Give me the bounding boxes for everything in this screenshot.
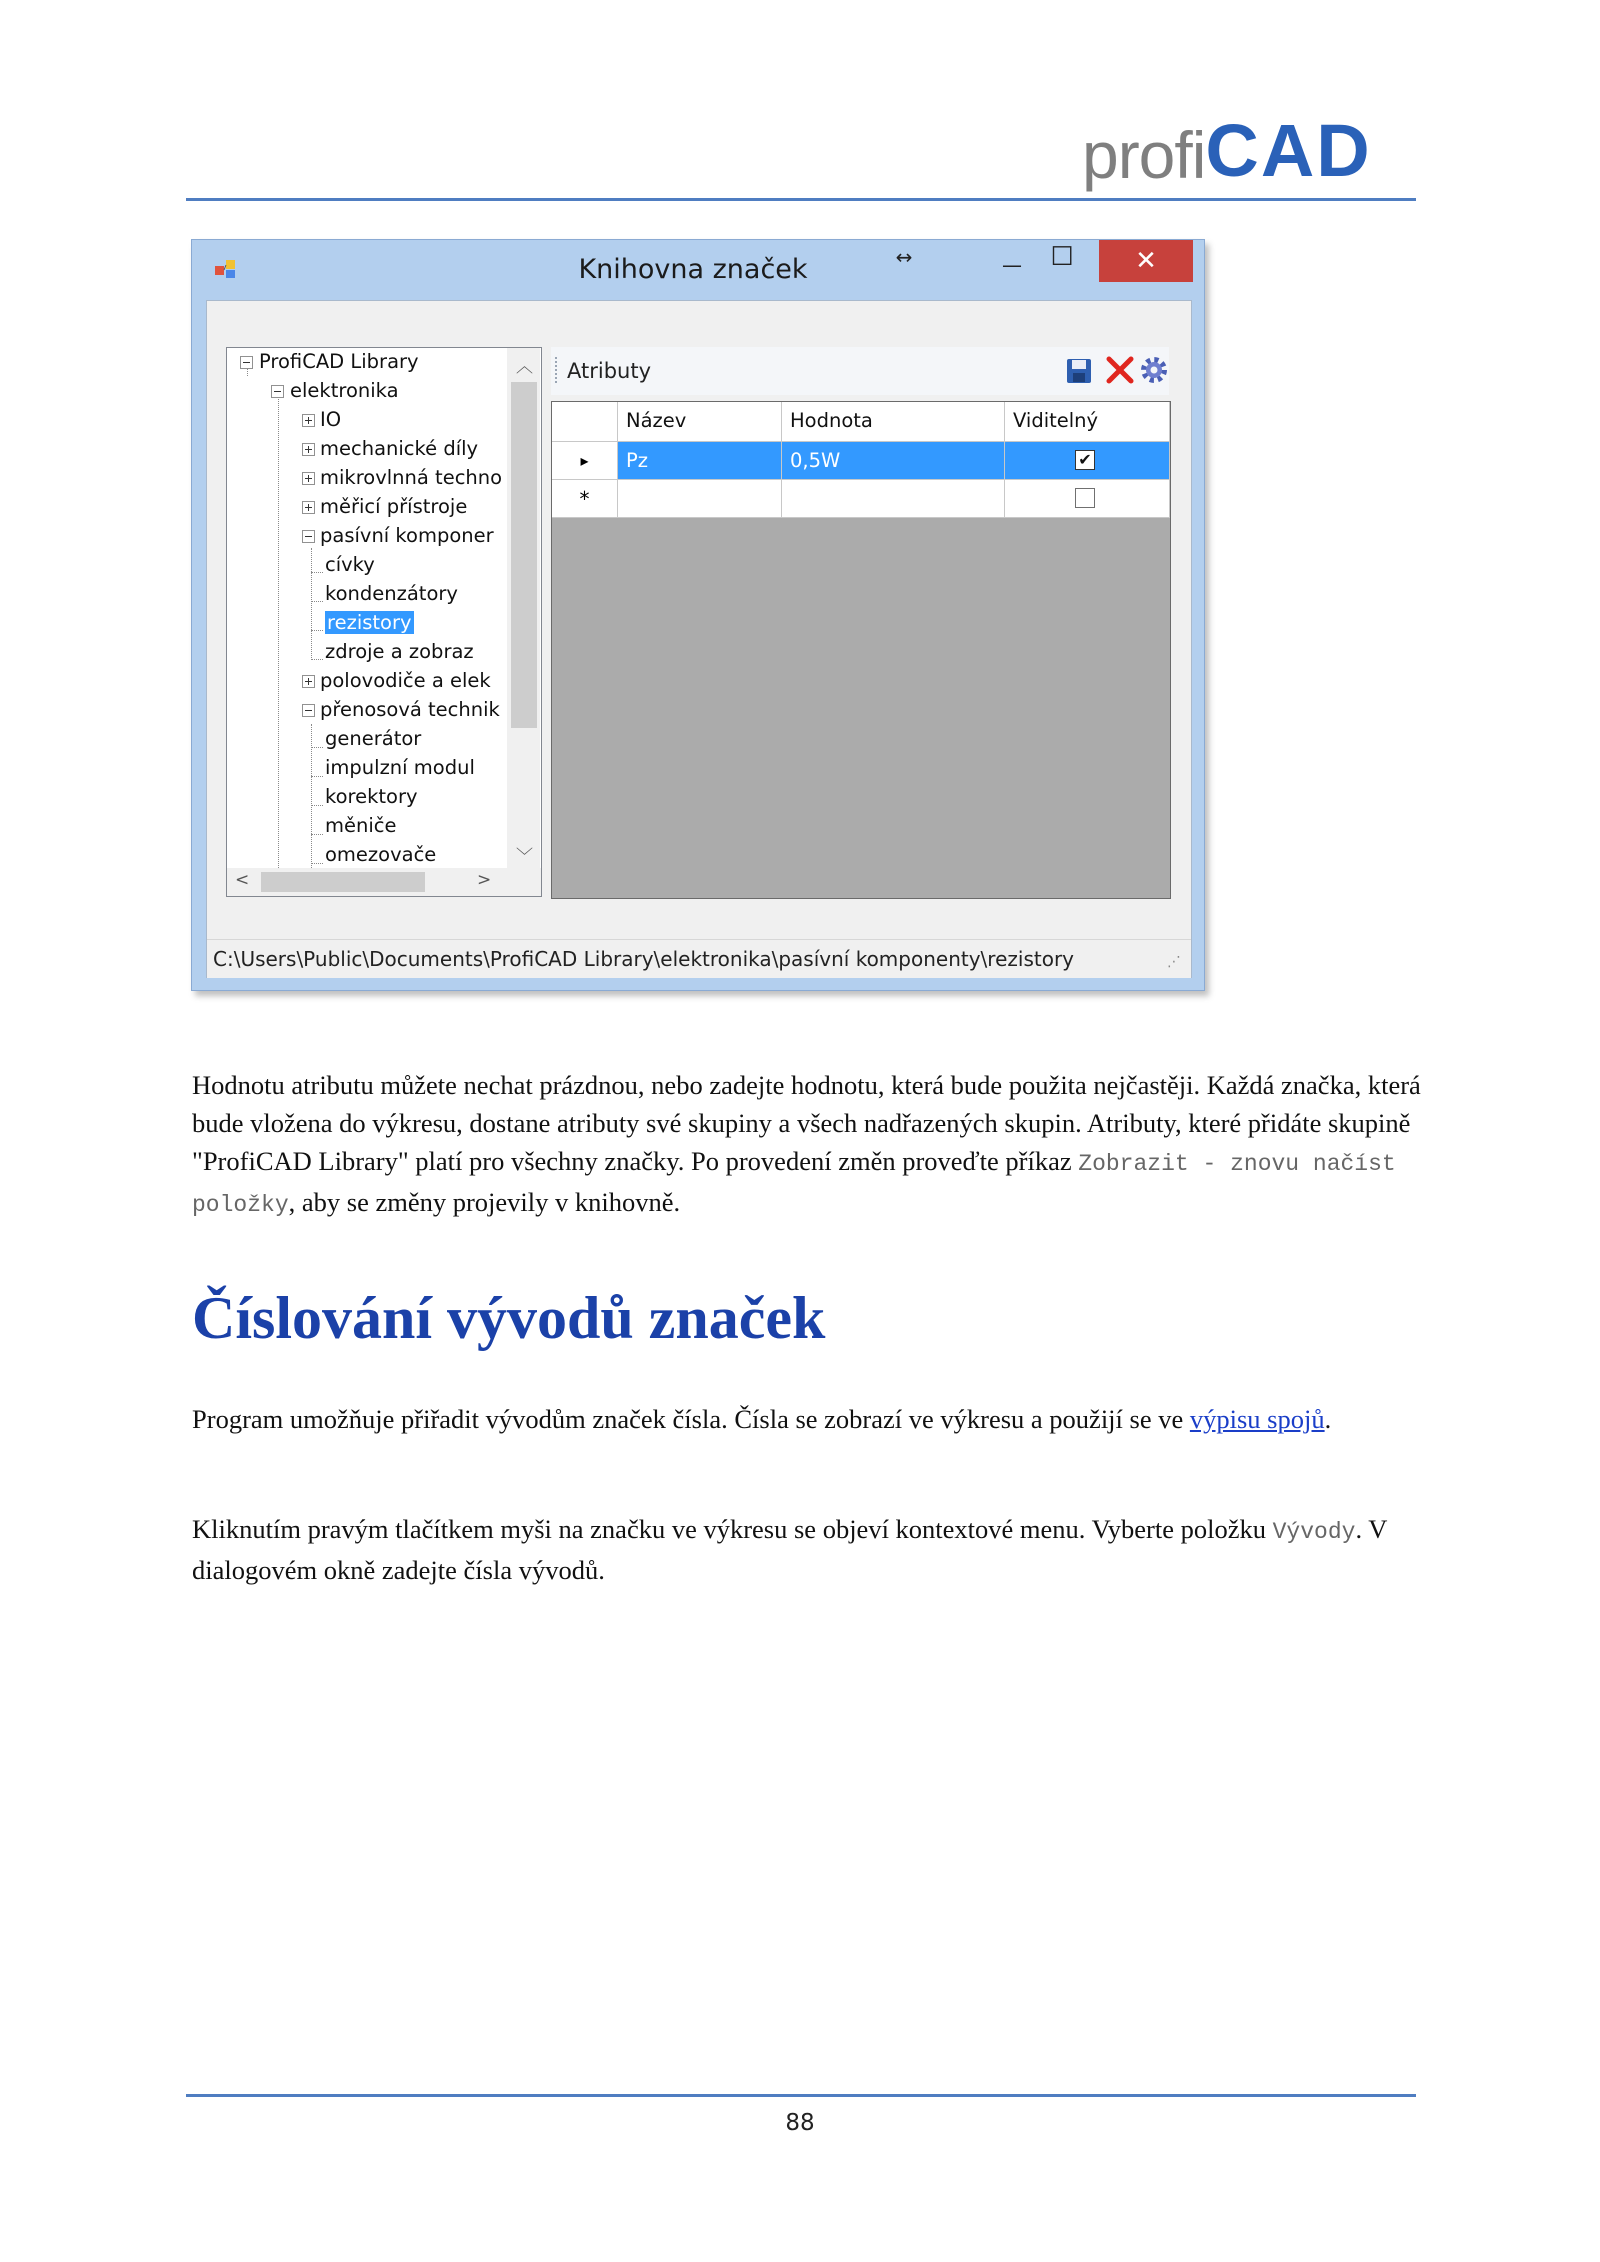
save-icon[interactable] [1065,357,1093,385]
collapse-icon[interactable] [302,530,315,543]
toolbar-grip [555,357,560,383]
tree-item-semiconductors[interactable] [320,669,491,693]
library-tree[interactable] [226,347,542,897]
tree-item-converters[interactable] [325,814,397,838]
minimize-button[interactable]: — [1002,253,1022,277]
status-path: C:\Users\Public\Documents\ProfiCAD Library\elektronika\pasívní komponenty\rezistory [213,947,1074,971]
symbol-library-window [191,239,1205,991]
toolbar-label: Atributy [567,359,651,383]
tree-connector [311,776,323,777]
tree-item-pulse-module[interactable] [325,756,475,780]
tree-item-transmission[interactable] [320,698,500,722]
resize-icon: ↔ [895,245,913,269]
proficad-logo [1082,108,1372,192]
paragraph-context-menu [192,1510,1432,1589]
tree-connector [311,601,323,602]
grid-new-row-value[interactable] [782,480,1005,518]
tree-item-generator[interactable] [325,727,421,751]
chevron-left-icon[interactable]: < [235,870,250,890]
tree-horizontal-scrollbar[interactable] [227,868,541,896]
chevron-right-icon[interactable]: > [477,870,492,890]
expand-icon[interactable] [302,675,315,688]
grid-new-row-name[interactable] [618,480,782,518]
tree-item-passive[interactable] [320,524,494,548]
tree-item-label: zdroje a zobraz [325,640,474,663]
tree-connector [311,863,323,864]
gear-icon[interactable] [1139,355,1169,385]
delete-icon[interactable] [1105,355,1135,385]
tree-connector [247,368,248,376]
netlist-link[interactable]: výpisu spojů [1189,1404,1325,1434]
tree-item-label: kondenzátory [325,582,458,605]
tree-item-coils[interactable] [325,553,375,577]
tree-item-label: ProfiCAD Library [259,350,419,373]
tree-item-label: pasívní komponer [320,524,494,547]
tree-item-label: přenosová technik [320,698,500,721]
tree-connector [311,630,323,631]
expand-icon[interactable] [302,443,315,456]
title-bar[interactable] [192,240,1204,298]
tree-item-correctors[interactable] [325,785,418,809]
tree-connector [278,388,279,897]
chevron-down-icon[interactable]: ﹀ [516,847,533,867]
tree-connector [311,548,312,658]
tree-item-label: generátor [325,727,422,750]
paragraph-text: Kliknutím pravým tlačítkem myši na značku ve výkresu se objeví kontextové menu. Vyberte položku [192,1514,1273,1544]
section-heading: Číslování vývodů značek [192,1285,826,1351]
tree-item-label: impulzní modul [325,756,475,779]
expand-icon[interactable] [302,501,315,514]
window-client-area [206,300,1192,978]
header-rule [186,198,1416,201]
tree-item-label: polovodiče a elek [320,669,491,692]
tree-item-io[interactable] [320,408,341,432]
tree-vertical-scrollbar[interactable] [507,348,540,868]
column-header-name[interactable]: Název [618,402,782,442]
tree-connector [311,834,323,835]
tree-item-label: omezovače [325,843,437,866]
tree-item-resistors[interactable] [325,611,414,635]
collapse-icon[interactable] [240,356,253,369]
grid-cell-value[interactable]: 0,5W [782,442,1005,480]
paragraph-text: . [1324,1404,1332,1434]
paragraph-text: Program umožňuje přiřadit vývodům značek čísla. Čísla se zobrazí ve výkresu a použijí se ve [192,1404,1190,1434]
column-header-value[interactable]: Hodnota [782,402,1005,442]
attributes-grid[interactable] [551,401,1171,899]
expand-icon[interactable] [302,414,315,427]
grid-cell-name[interactable]: Pz [618,442,782,480]
tree-item-label: mechanické díly [320,437,479,460]
grid-new-row-visible[interactable] [1005,480,1170,518]
tree-item-root[interactable] [259,350,419,374]
status-bar [207,939,1191,978]
chevron-up-icon[interactable]: ︿ [516,357,533,377]
tree-item-label: cívky [325,553,375,576]
tree-item-label: rezistory [327,611,412,634]
tree-item-label: měřicí přístroje [320,495,468,518]
collapse-icon[interactable] [302,704,315,717]
menu-item-pins: Vývody [1272,1519,1356,1545]
paragraph-attributes [192,1066,1432,1224]
paragraph-text: . V dialogovém okně zadejte čísla vývodů. [192,1514,1387,1585]
tree-item-label: měniče [325,814,397,837]
attributes-toolbar [551,347,1169,395]
menu-command-reload: Zobrazit - znovu načíst položky [192,1151,1396,1218]
window-title: Knihovna značek [578,254,808,285]
tree-item-limiters[interactable] [325,843,436,867]
vertical-scroll-thumb[interactable] [511,382,537,728]
close-button[interactable]: ✕ [1099,240,1193,282]
tree-item-meters[interactable] [320,495,467,519]
grid-cell-visible[interactable] [1005,442,1170,480]
resize-grip-icon[interactable]: ⋰ [1167,954,1181,970]
tree-item-label: mikrovlnná techno [320,466,503,489]
logo-cad-text: CAD [1205,109,1372,192]
column-header-visible[interactable]: Viditelný [1005,402,1170,442]
paragraph-pin-numbering [192,1400,1432,1438]
new-row-marker-icon[interactable]: * [552,480,618,518]
tree-item-capacitors[interactable] [325,582,458,606]
paragraph-text: Hodnotu atributu můžete nechat prázdnou, nebo zadejte hodnotu, která bude použita nejčastěji. Každá značka, která bude vložena do výkresu, dostane atributy své skupiny a všech nadřazených skupin. Atributy, které přidáte skupině "ProfiCAD Library" platí pro všechny značky. Po provedení změn proveďte příkaz [192,1070,1421,1176]
visible-checkbox-checked[interactable]: ✔ [1075,450,1095,470]
tree-item-label: IO [320,408,342,431]
tree-connector [311,572,323,573]
tree-item-elektronika[interactable] [290,379,399,403]
tree-item-microwave[interactable] [320,466,502,490]
tree-item-label: korektory [325,785,418,808]
tree-connector [311,724,312,884]
current-row-marker-icon[interactable]: ▸ [552,442,618,480]
grid-corner-header [552,402,618,442]
maximize-button[interactable]: ☐ [1050,242,1074,272]
collapse-icon[interactable] [271,385,284,398]
page-number: 88 [785,2110,815,2136]
tree-item-label: elektronika [290,379,399,402]
tree-connector [311,659,323,660]
tree-connector [311,747,323,748]
paragraph-text: , aby se změny projevily v knihovně. [288,1187,681,1217]
visible-checkbox-unchecked[interactable] [1075,488,1095,508]
expand-icon[interactable] [302,472,315,485]
tree-item-sources[interactable] [325,640,474,664]
logo-profi-text: profi [1082,118,1206,192]
horizontal-scroll-thumb[interactable] [261,872,425,892]
tree-item-mechanical[interactable] [320,437,478,461]
tree-connector [311,805,323,806]
footer-rule [186,2094,1416,2097]
